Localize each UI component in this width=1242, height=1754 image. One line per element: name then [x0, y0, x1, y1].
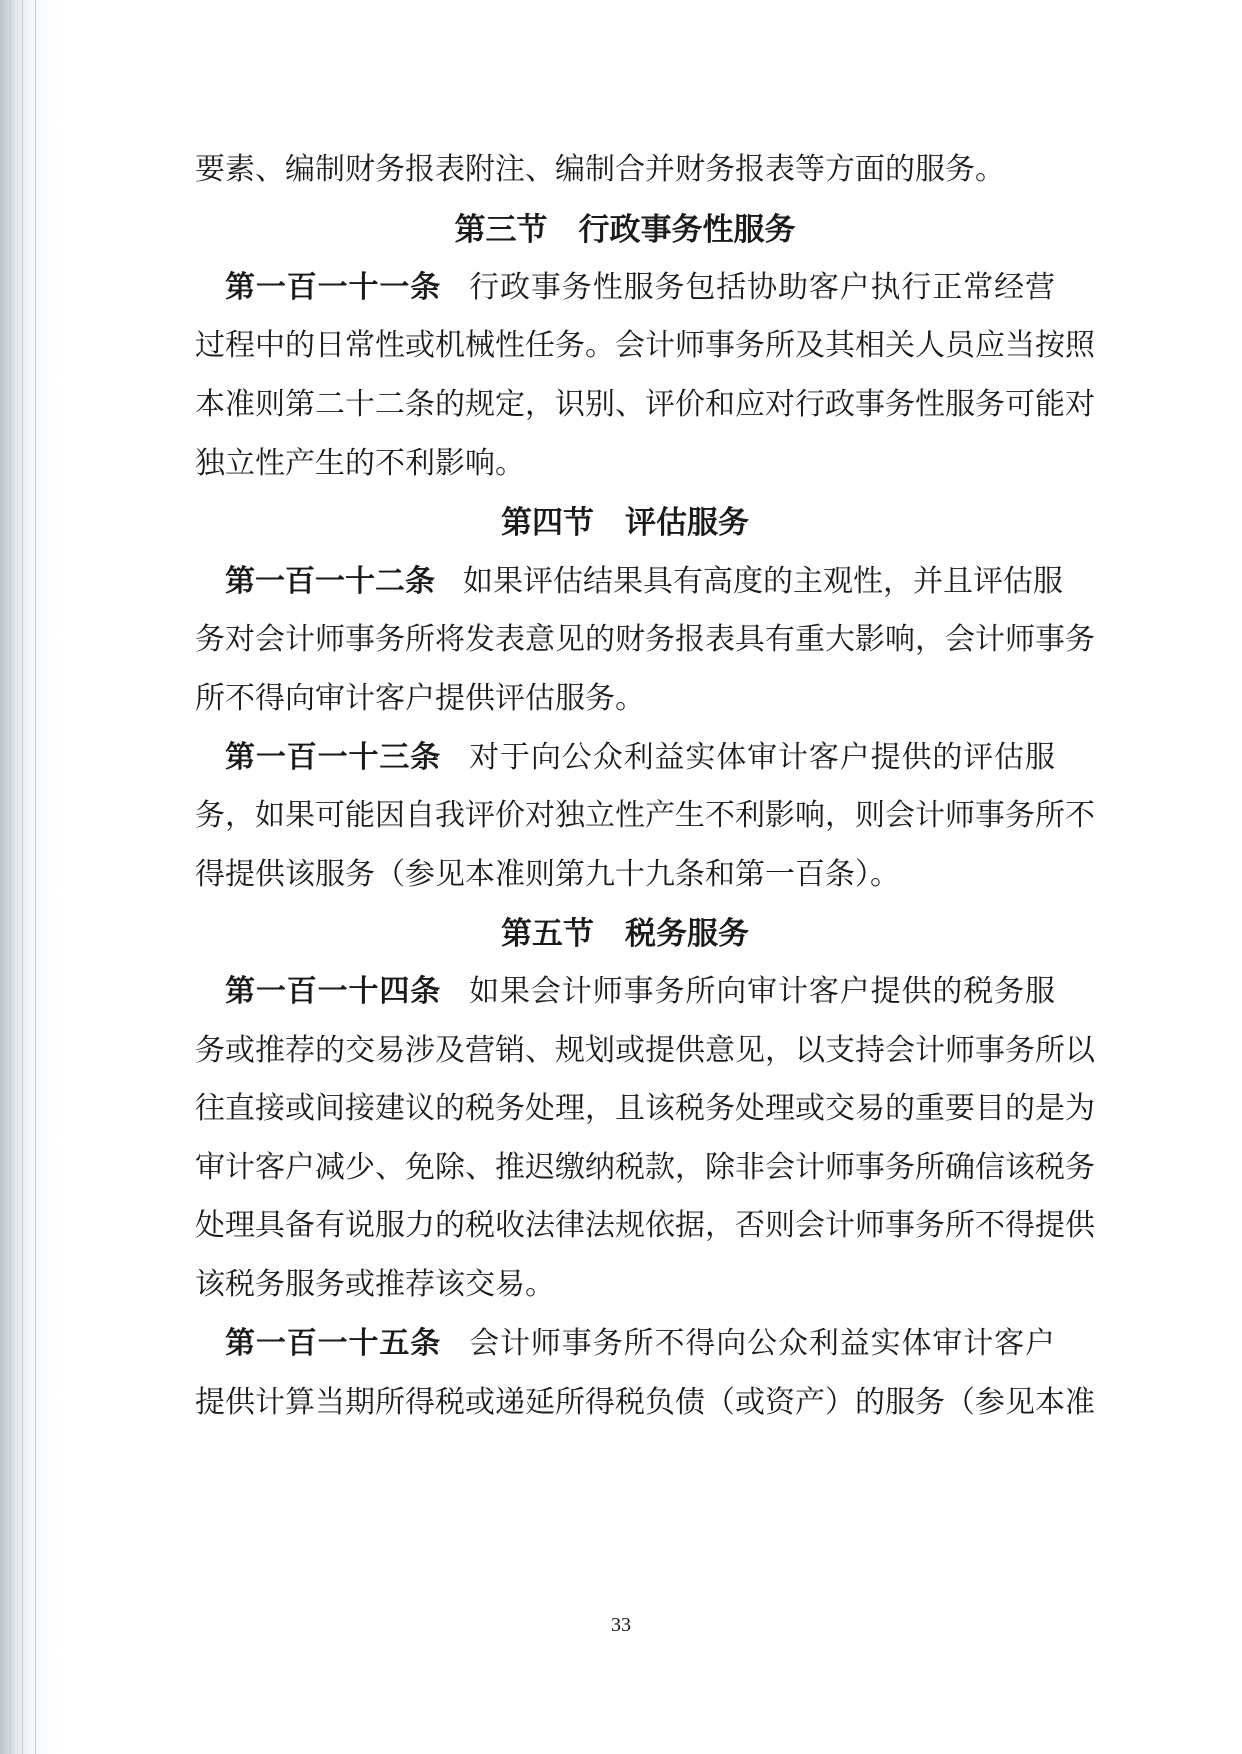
- text-line: [225, 562, 1063, 602]
- article-number: 第一百一十三条: [225, 740, 442, 775]
- text-line: 务对会计师事务所将发表意见的财务报表具有重大影响，会计师事务: [195, 622, 1095, 657]
- article-number: 第一百一十四条: [225, 974, 442, 1009]
- text-line: 所不得向审计客户提供评估服务。: [195, 681, 645, 716]
- text-line: 务或推荐的交易涉及营销、规划或提供意见，以支持会计师事务所以: [195, 1033, 1095, 1068]
- article-number: 第一百一十五条: [225, 1326, 442, 1361]
- text-line: 要素、编制财务报表附注、编制合并财务报表等方面的服务。: [195, 152, 1005, 187]
- text-line: 独立性产生的不利影响。: [195, 446, 525, 481]
- text-line: 处理具备有说服力的税收法律法规依据，否则会计师事务所不得提供: [195, 1208, 1095, 1243]
- section-heading: 第四节 评估服务: [501, 505, 749, 541]
- section-heading: 第三节 行政事务性服务: [454, 212, 796, 248]
- text-line: [225, 268, 1055, 308]
- article-text: 如果评估结果具有高度的主观性，并且评估服: [463, 564, 1063, 599]
- text-line: [225, 1324, 1055, 1364]
- text-line: 审计客户减少、免除、推迟缴纳税款，除非会计师事务所确信该税务: [195, 1150, 1095, 1185]
- text-line: 本准则第二十二条的规定，识别、评价和应对行政事务性服务可能对: [195, 387, 1095, 422]
- text-line: 过程中的日常性或机械性任务。会计师事务所及其相关人员应当按照: [195, 328, 1095, 363]
- text-line: [225, 972, 1055, 1012]
- text-line: 该税务服务或推荐该交易。: [195, 1267, 555, 1302]
- text-line: [225, 738, 1055, 778]
- article-text: 会计师事务所不得向公众利益实体审计客户: [469, 1326, 1056, 1361]
- article-number: 第一百一十一条: [225, 270, 442, 305]
- page-number: 33: [611, 1614, 631, 1636]
- text-line: 务，如果可能因自我评价对独立性产生不利影响，则会计师事务所不: [195, 798, 1095, 833]
- article-text: 行政事务性服务包括协助客户执行正常经营: [469, 270, 1056, 305]
- section-heading: 第五节 税务服务: [501, 916, 749, 952]
- article-number: 第一百一十二条: [225, 564, 435, 599]
- article-text: 如果会计师事务所向审计客户提供的税务服: [469, 974, 1056, 1009]
- article-text: 对于向公众利益实体审计客户提供的评估服: [469, 740, 1056, 775]
- text-line: 往直接或间接建议的税务处理，且该税务处理或交易的重要目的是为: [195, 1091, 1095, 1126]
- text-line: 提供计算当期所得税或递延所得税负债（或资产）的服务（参见本准: [195, 1385, 1095, 1420]
- text-line: 得提供该服务（参见本准则第九十九条和第一百条）。: [195, 857, 900, 892]
